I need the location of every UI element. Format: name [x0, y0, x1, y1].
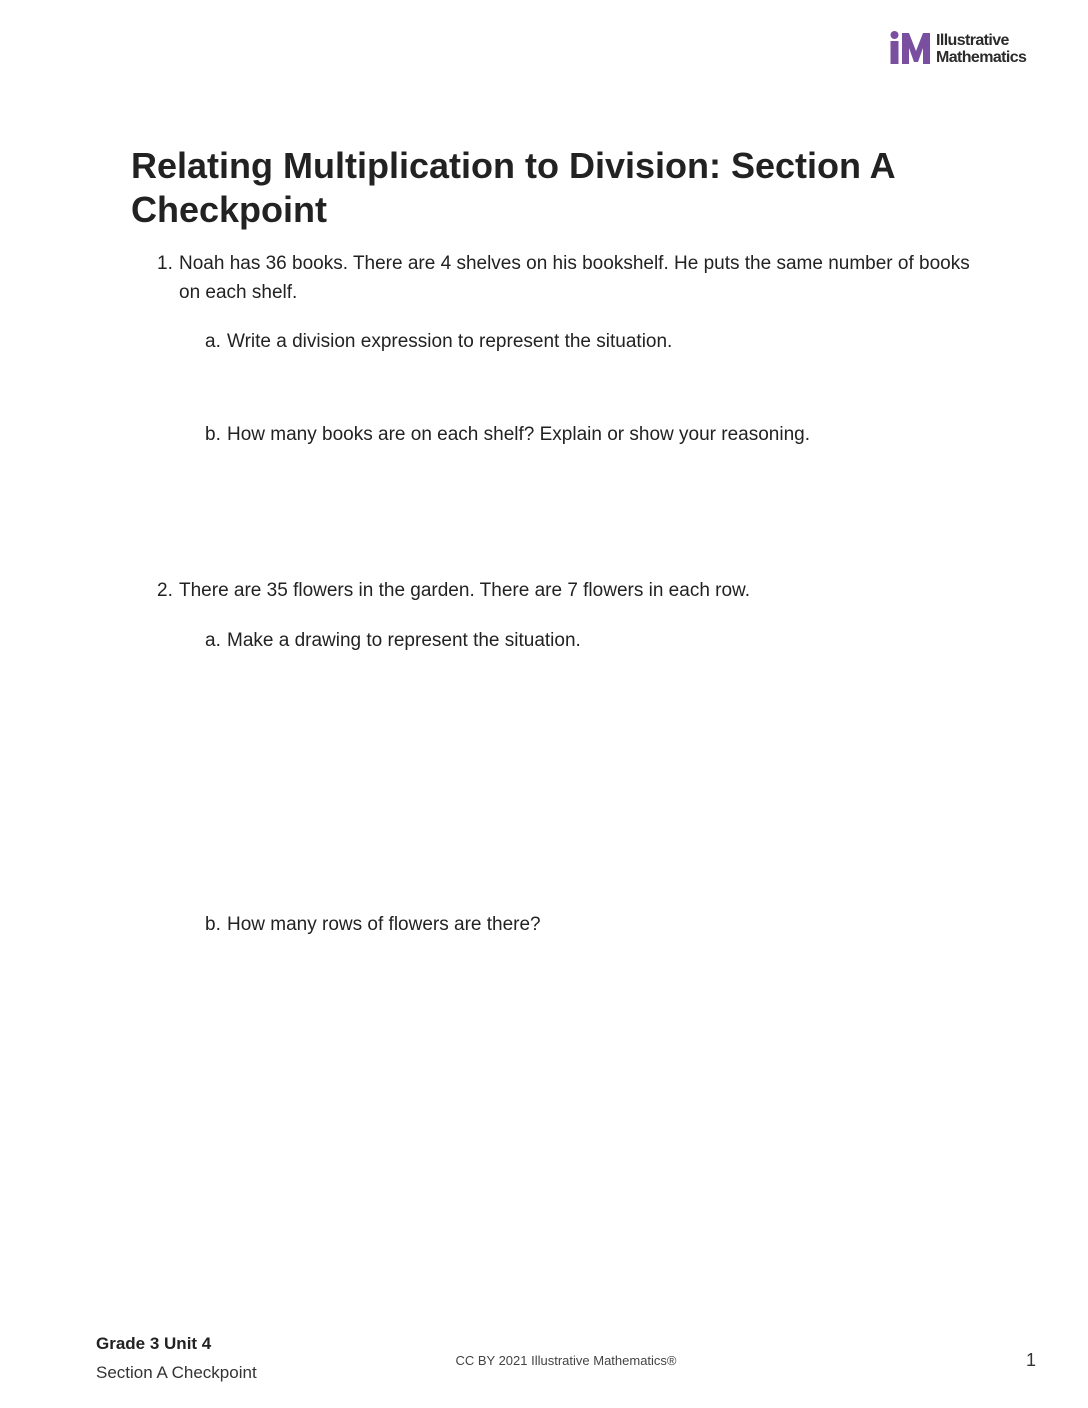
- im-logo-icon: [890, 31, 932, 65]
- logo-line-1: Illustrative: [936, 32, 1009, 49]
- question-2a-text: Make a drawing to represent the situation.: [227, 630, 581, 651]
- question-2a-label: a.: [205, 630, 221, 651]
- logo-line-2: Mathematics: [936, 49, 1027, 66]
- page-number: 1: [1025, 1350, 1036, 1370]
- question-2a: [205, 626, 985, 655]
- question-2b: [205, 910, 985, 939]
- question-1a-label: a.: [205, 331, 221, 352]
- footer-license: CC BY 2021 Illustrative Mathematics®: [455, 1353, 677, 1368]
- question-2: [157, 576, 987, 605]
- question-2b-text: How many rows of flowers are there?: [227, 914, 541, 935]
- page-title: Relating Multiplication to Division: Section A Checkpoint: [131, 145, 895, 230]
- illustrative-mathematics-logo: [890, 31, 1040, 67]
- question-1-text: Noah has 36 books. There are 4 shelves on his bookshelf. He puts the same number of books on each shelf.: [179, 253, 970, 303]
- footer-grade-unit: Grade 3 Unit 4: [96, 1334, 212, 1353]
- question-2-text: There are 35 flowers in the garden. There are 7 flowers in each row.: [179, 580, 751, 601]
- question-1a-text: Write a division expression to represent the situation.: [227, 331, 673, 352]
- question-1: [157, 249, 987, 307]
- question-2b-label: b.: [205, 914, 221, 935]
- question-1a: [205, 327, 985, 356]
- question-2-number: 2.: [157, 580, 173, 601]
- question-1b: [205, 420, 985, 449]
- logo-wordmark: [936, 32, 1026, 66]
- question-1-number: 1.: [157, 253, 173, 274]
- question-1b-text: How many books are on each shelf? Explain or show your reasoning.: [227, 424, 810, 445]
- question-1b-label: b.: [205, 424, 221, 445]
- footer-section: Section A Checkpoint: [96, 1363, 257, 1382]
